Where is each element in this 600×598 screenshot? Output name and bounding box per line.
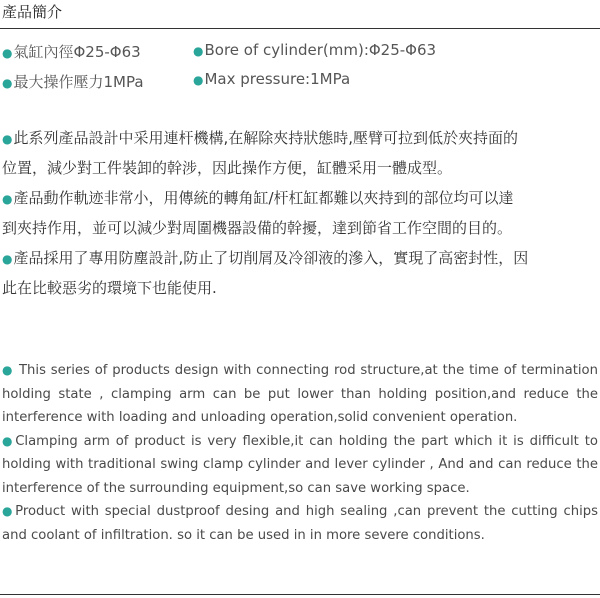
- cn-description-line: [2, 153, 598, 183]
- spec-en-pressure: [193, 69, 350, 90]
- section-title: 產品簡介: [2, 3, 63, 21]
- bullet-icon: ●: [2, 363, 14, 377]
- bullet-icon: ●: [2, 504, 15, 518]
- cn-description-line: [2, 183, 598, 213]
- spec-cn-pressure-text: 最大操作壓力1MPa: [13, 73, 144, 91]
- bullet-icon: ●: [193, 44, 204, 58]
- cn-description-line: [2, 243, 598, 273]
- spec-en-bore-text: Bore of cylinder(mm):Φ25-Φ63: [204, 41, 437, 59]
- en-paragraph-text: This series of products design with connecting rod structure,at the time of termination holding state , clamping arm can be put lower than holding position,and reduce the interference with loading and unloading operation,solid convenient operation.: [2, 363, 598, 425]
- bullet-icon: ●: [2, 46, 13, 60]
- bullet-icon: ●: [2, 252, 13, 266]
- cn-description-line: [2, 273, 598, 303]
- cn-line-text: 位置，減少對工件裝卸的幹涉，因此操作方便，缸體采用一體成型。: [2, 159, 453, 177]
- cn-description-line: [2, 213, 598, 243]
- spec-cn-bore: [2, 42, 141, 63]
- bullet-icon: ●: [2, 76, 13, 90]
- section-header: [0, 0, 600, 29]
- cn-description-line: [2, 123, 598, 153]
- bullet-icon: ●: [2, 192, 13, 206]
- cn-description: [2, 123, 598, 303]
- spec-cn-bore-text: 氣缸內徑Φ25-Φ63: [13, 43, 141, 61]
- en-paragraph-text: Clamping arm of product is very flexible,it can holding the part which it is difficult to holding with traditional swing clamp cylinder and lever cylinder , And and can reduce the interference of the surrounding equipment,so can save working space.: [2, 433, 598, 496]
- bullet-icon: ●: [2, 433, 15, 448]
- cn-line-text: 此在比較惡劣的環境下也能使用.: [2, 279, 217, 297]
- en-description-paragraph: [2, 500, 598, 547]
- spec-cn-pressure: [2, 72, 144, 93]
- cn-line-text: 此系列產品設計中采用連杆機構,在解除夾持狀態時,壓臂可拉到低於夾持面的: [13, 129, 519, 147]
- en-description-paragraph: [2, 359, 598, 430]
- en-paragraph-text: Product with special dustproof desing and high sealing ,can prevent the cutting chips and coolant of infiltration. so it can be used in in more severe conditions.: [2, 504, 598, 543]
- spec-en-pressure-text: Max pressure:1MPa: [204, 70, 351, 88]
- cn-line-text: 到夾持作用，並可以減少對周圍機器設備的幹擾，達到節省工作空間的目的。: [2, 219, 513, 237]
- bullet-icon: ●: [193, 73, 204, 87]
- spec-en-bore: [193, 40, 436, 61]
- bottom-divider: [0, 594, 600, 595]
- en-description: [2, 359, 598, 547]
- en-description-paragraph: [2, 430, 598, 501]
- cn-line-text: 產品採用了專用防塵設計,防止了切削屑及冷卻液的滲入，實現了高密封性，因: [13, 249, 529, 267]
- cn-line-text: 產品動作軌迹非常小，用傳統的轉角缸/杆杠缸都難以夾持到的部位均可以達: [13, 189, 514, 207]
- bullet-icon: ●: [2, 132, 13, 146]
